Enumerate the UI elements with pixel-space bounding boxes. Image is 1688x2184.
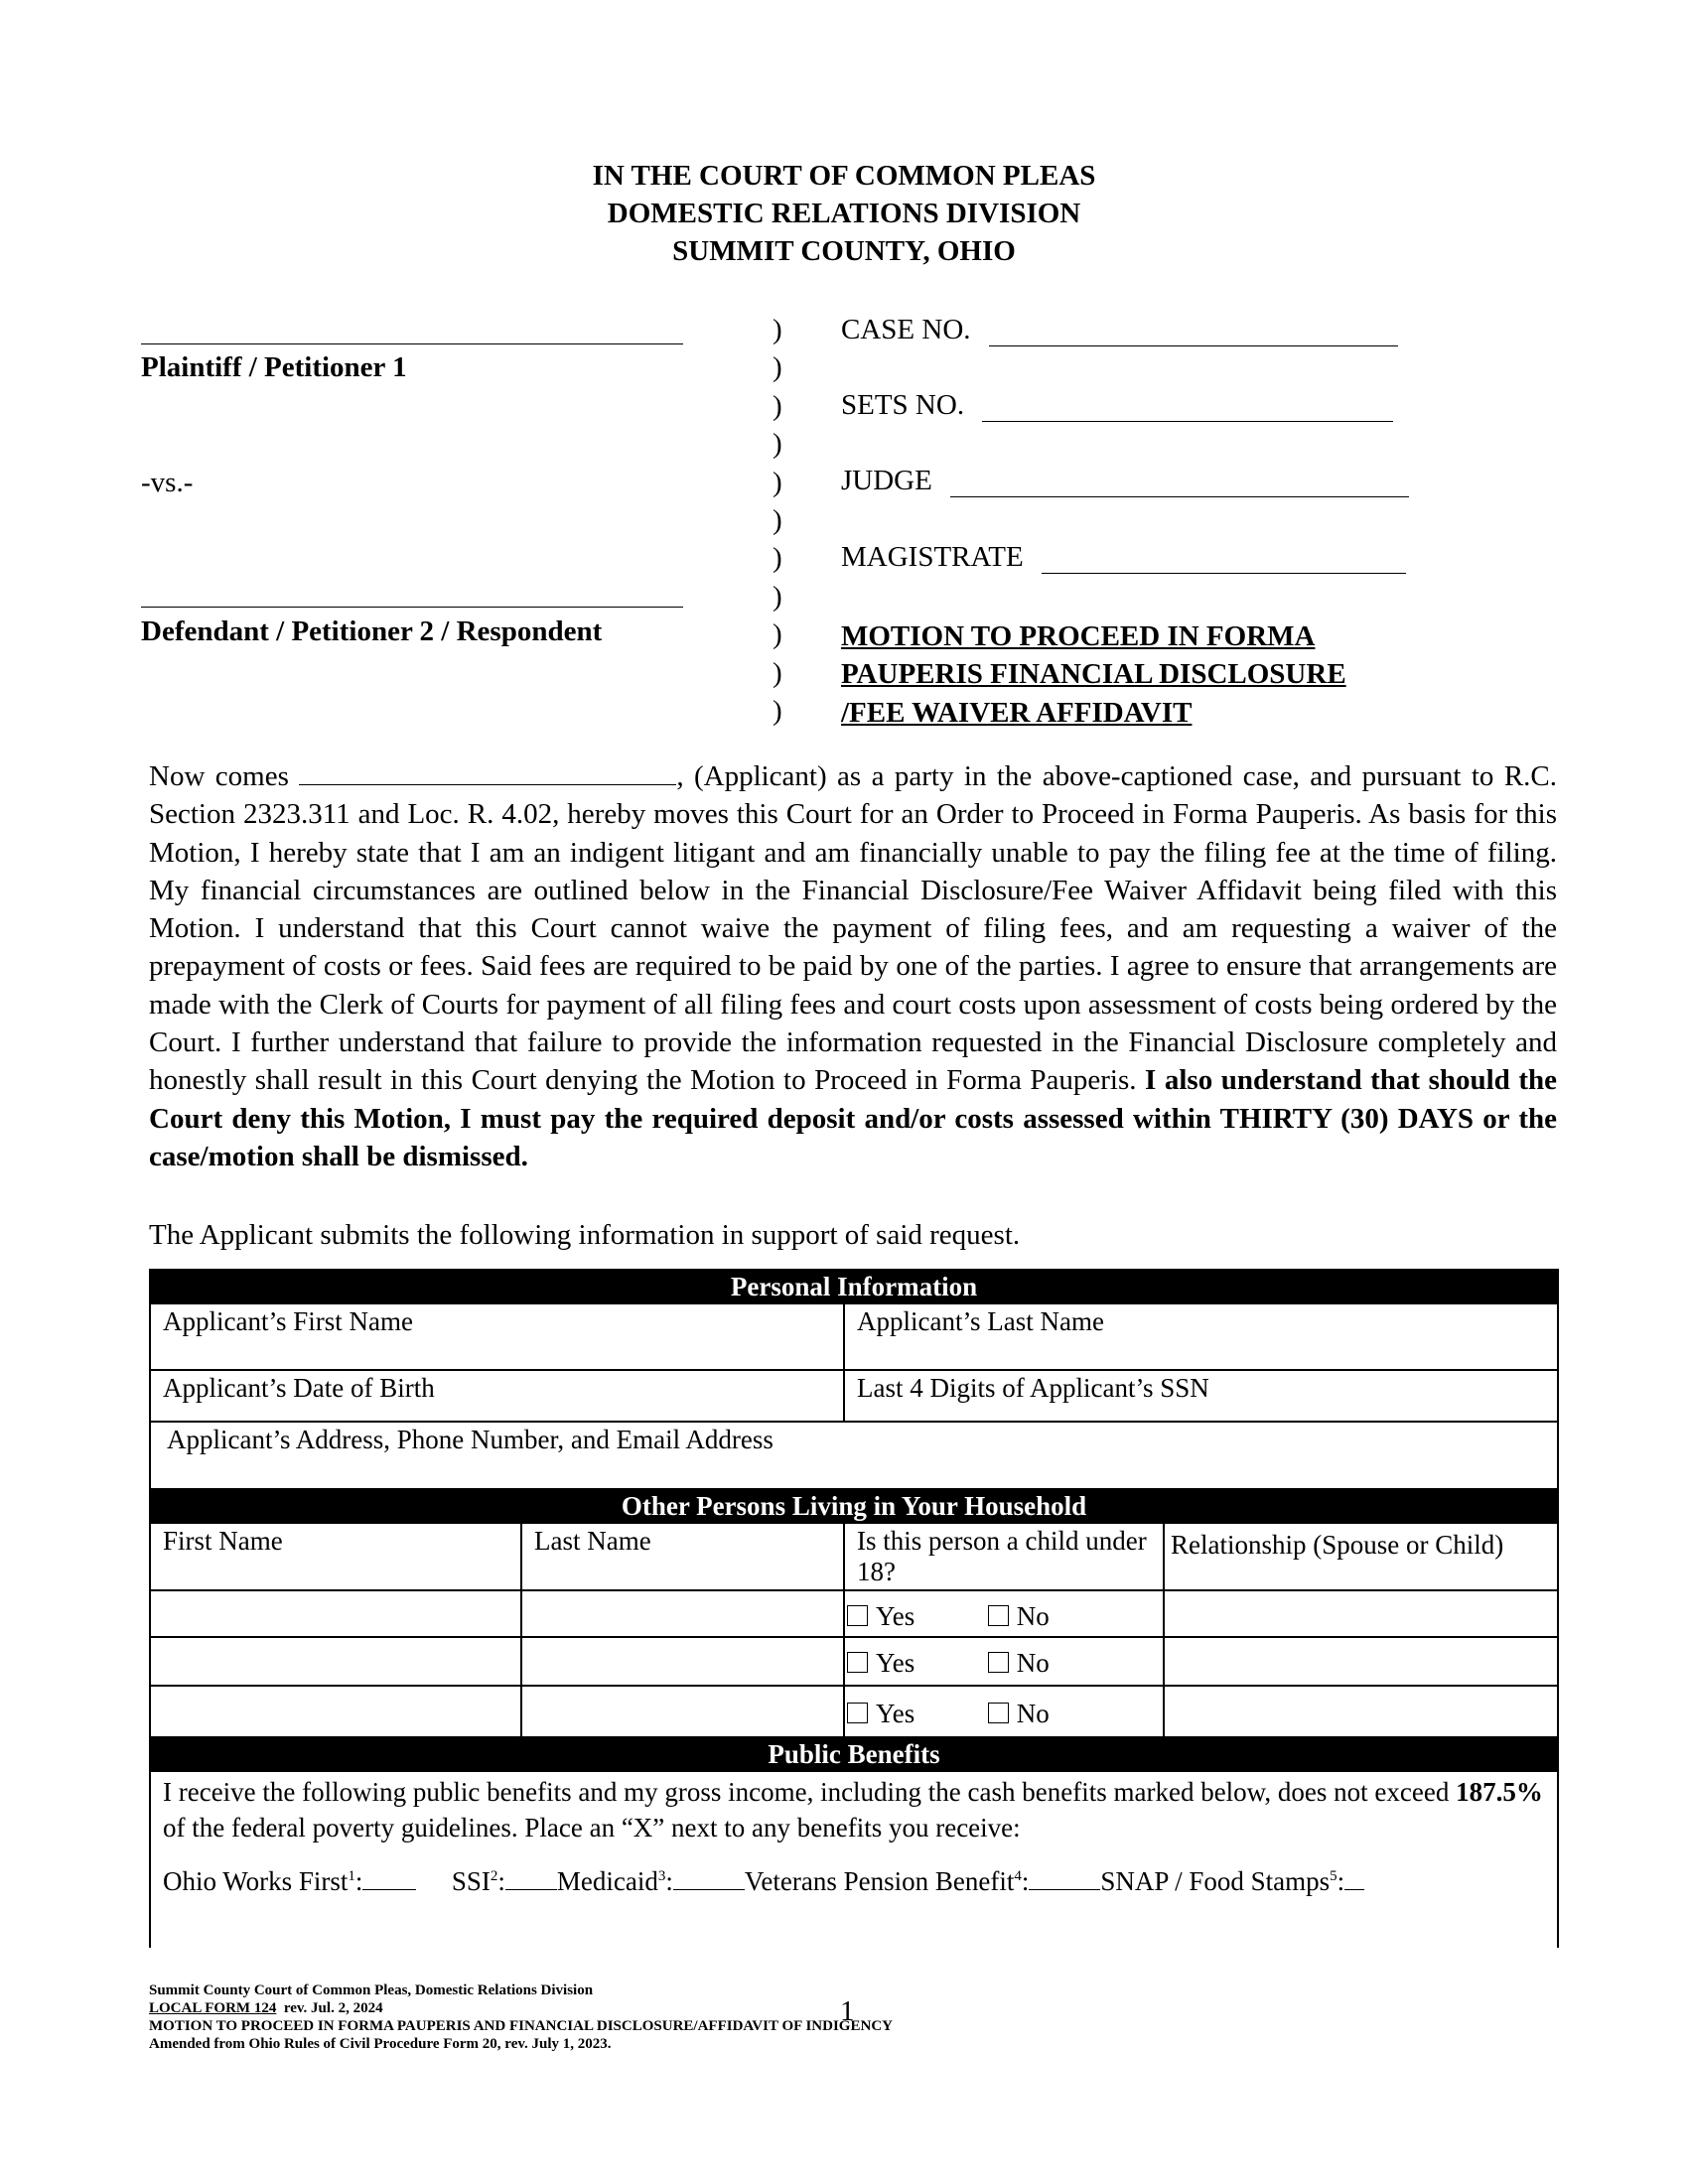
- caption-parentheses: ) ) ) ) ) ) ) ) ) ) ): [773, 314, 782, 728]
- medicaid-blank[interactable]: [673, 1867, 745, 1890]
- household-relationship-input[interactable]: [1164, 1637, 1558, 1686]
- ohio-works-label: Ohio Works First: [163, 1866, 349, 1896]
- applicant-ssn-cell[interactable]: [844, 1370, 1558, 1422]
- magistrate-field: [841, 541, 1406, 574]
- plaintiff-name-line[interactable]: [141, 343, 683, 344]
- ssi-footnote: 2: [490, 1868, 498, 1884]
- motion-title-line-2: PAUPERIS FINANCIAL DISCLOSURE: [841, 658, 1346, 691]
- applicant-dob-label: Applicant’s Date of Birth: [163, 1373, 435, 1403]
- ssi-label: SSI: [451, 1866, 491, 1896]
- benefits-options: Ohio Works First$^1$: SSI$^2$: Medicaid$^3$: Veterans Pension Benefit$^4$: SNAP / Food Stamps$^5$:: [163, 1858, 1545, 1899]
- submits-statement: The Applicant submits the following information in support of said request.: [149, 1219, 1021, 1251]
- veterans-blank[interactable]: [1029, 1867, 1100, 1890]
- medicaid-footnote: 3: [657, 1868, 666, 1884]
- household-relationship-input[interactable]: [1164, 1686, 1558, 1737]
- household-relationship-input[interactable]: [1164, 1590, 1558, 1637]
- ssi-blank[interactable]: [505, 1867, 557, 1890]
- yes-label: Yes: [876, 1601, 915, 1631]
- versus-label: -vs.-: [141, 467, 194, 498]
- motion-paragraph: [149, 757, 1557, 1175]
- no-checkbox[interactable]: [988, 1703, 1009, 1723]
- footer-revision: rev. Jul. 2, 2024: [276, 2000, 383, 2016]
- household-row: [150, 1590, 1558, 1637]
- footer-court-name: Summit County Court of Common Pleas, Domestic Relations Division: [149, 1982, 594, 1998]
- household-first-name-input[interactable]: [150, 1590, 521, 1637]
- magistrate-label: MAGISTRATE: [841, 541, 1024, 573]
- child-checkbox-group: [844, 1686, 1164, 1737]
- dismissal-warning-text: I also understand that should the Court deny this Motion, I must pay the required deposit and/or costs assessed within THIRTY (30) DAYS or the case/motion shall be dismissed.: [149, 1064, 1557, 1172]
- applicant-first-name-cell[interactable]: [150, 1303, 844, 1370]
- veterans-footnote: 4: [1014, 1868, 1022, 1884]
- plaintiff-label: Plaintiff / Petitioner 1: [141, 351, 407, 383]
- no-checkbox[interactable]: [988, 1605, 1009, 1626]
- yes-label: Yes: [876, 1648, 915, 1678]
- now-comes-text: Now comes: [149, 760, 289, 792]
- public-benefits-cell: [150, 1771, 1558, 1948]
- case-no-label: CASE NO.: [841, 314, 971, 345]
- public-benefits-header: Public Benefits: [150, 1737, 1558, 1771]
- magistrate-input[interactable]: [1042, 545, 1406, 574]
- yes-checkbox[interactable]: [847, 1605, 868, 1626]
- court-header: [0, 157, 1688, 270]
- case-no-input[interactable]: [989, 318, 1398, 346]
- yes-checkbox[interactable]: [847, 1703, 868, 1723]
- household-row: [150, 1637, 1558, 1686]
- page-number: 1: [840, 1995, 855, 2027]
- household-relationship-header: Relationship (Spouse or Child): [1164, 1523, 1558, 1590]
- footer-form-number: LOCAL FORM 124: [149, 2000, 277, 2016]
- sets-no-label: SETS NO.: [841, 389, 965, 421]
- no-label: No: [1016, 1601, 1050, 1631]
- household-last-name-input[interactable]: [521, 1590, 844, 1637]
- court-header-line-1: IN THE COURT OF COMMON PLEAS: [592, 160, 1096, 192]
- footer-form-line: [149, 1999, 893, 2017]
- child-checkbox-group: [844, 1637, 1164, 1686]
- court-header-line-2: DOMESTIC RELATIONS DIVISION: [607, 198, 1081, 229]
- benefits-instruction-text: of the federal poverty guidelines. Place an “X” next to any benefits you receive:: [163, 1813, 1021, 1843]
- applicant-last-name-cell[interactable]: [844, 1303, 1558, 1370]
- household-row: [150, 1686, 1558, 1737]
- ohio-works-footnote: 1: [348, 1868, 355, 1884]
- personal-information-header: Personal Information: [150, 1270, 1558, 1303]
- no-checkbox[interactable]: [988, 1652, 1009, 1673]
- household-child-header: Is this person a child under 18?: [844, 1523, 1164, 1590]
- motion-title-line-1: MOTION TO PROCEED IN FORMA: [841, 620, 1316, 652]
- applicant-ssn-label: Last 4 Digits of Applicant’s SSN: [857, 1373, 1209, 1403]
- no-label: No: [1016, 1648, 1050, 1678]
- poverty-percentage: 187.5%: [1456, 1777, 1543, 1807]
- applicant-info-table: [149, 1269, 1559, 1948]
- benefits-intro-text: I receive the following public benefits and my gross income, including the cash benefits marked below, does not exceed: [163, 1777, 1457, 1807]
- applicant-last-name-label: Applicant’s Last Name: [857, 1306, 1104, 1336]
- veterans-label: Veterans Pension Benefit: [744, 1866, 1015, 1896]
- no-label: No: [1016, 1699, 1050, 1728]
- snap-footnote: 5: [1330, 1868, 1337, 1884]
- household-header: Other Persons Living in Your Household: [150, 1489, 1558, 1523]
- court-header-line-3: SUMMIT COUNTY, OHIO: [672, 235, 1016, 267]
- footer-form-title: MOTION TO PROCEED IN FORMA PAUPERIS AND FINANCIAL DISCLOSURE/AFFIDAVIT OF INDIGENCY: [149, 2018, 893, 2034]
- footer: [149, 1981, 893, 2053]
- judge-label: JUDGE: [841, 465, 932, 496]
- yes-label: Yes: [876, 1699, 915, 1728]
- household-first-name-header: First Name: [150, 1523, 521, 1590]
- household-last-name-header: Last Name: [521, 1523, 844, 1590]
- medicaid-label: Medicaid: [556, 1866, 658, 1896]
- yes-checkbox[interactable]: [847, 1652, 868, 1673]
- footer-amended-note: Amended from Ohio Rules of Civil Procedure Form 20, rev. July 1, 2023.: [149, 2036, 612, 2052]
- judge-field: [841, 465, 1409, 497]
- snap-blank[interactable]: [1344, 1867, 1364, 1890]
- motion-title-line-3: /FEE WAIVER AFFIDAVIT: [841, 696, 1193, 729]
- household-first-name-input[interactable]: [150, 1637, 521, 1686]
- motion-title: [841, 617, 1346, 732]
- snap-label: SNAP / Food Stamps: [1100, 1866, 1331, 1896]
- judge-input[interactable]: [950, 469, 1409, 497]
- household-last-name-input[interactable]: [521, 1686, 844, 1737]
- household-first-name-input[interactable]: [150, 1686, 521, 1737]
- public-benefits-intro: [163, 1774, 1545, 1845]
- defendant-label: Defendant / Petitioner 2 / Respondent: [141, 615, 603, 647]
- applicant-first-name-label: Applicant’s First Name: [163, 1306, 413, 1336]
- ohio-works-blank[interactable]: [362, 1867, 416, 1890]
- sets-no-input[interactable]: [982, 393, 1393, 422]
- applicant-address-label: Applicant’s Address, Phone Number, and Email Address: [167, 1425, 774, 1454]
- applicant-name-blank[interactable]: [299, 758, 676, 785]
- child-checkbox-group: [844, 1590, 1164, 1637]
- defendant-name-line[interactable]: [141, 607, 683, 608]
- case-no-field: [841, 314, 1398, 346]
- household-last-name-input[interactable]: [521, 1637, 844, 1686]
- applicant-address-cell[interactable]: [150, 1422, 1558, 1489]
- motion-body-text: , (Applicant) as a party in the above-captioned case, and pursuant to R.C. Section 2323.311 and Loc. R. 4.02, hereby moves this Court for an Order to Proceed in Forma Pauperis. As basis for this Motion, I hereby state that I am an indigent litigant and am financially unable to pay the filing fee at the time of filing. My financial circumstances are outlined below in the Financial Disclosure/Fee Waiver Affidavit being filed with this Motion. I understand that this Court cannot waive the payment of filing fees, and am requesting a waiver of the prepayment of costs or fees. Said fees are required to be paid by one of the parties. I agree to ensure that arrangements are made with the Clerk of Courts for payment of all filing fees and court costs upon assessment of costs being ordered by the Court. I further understand that failure to provide the information requested in the Financial Disclosure completely and honestly shall result in this Court denying the Motion to Proceed in Forma Pauperis.: [149, 760, 1558, 1097]
- applicant-dob-cell[interactable]: [150, 1370, 844, 1422]
- sets-no-field: [841, 389, 1393, 422]
